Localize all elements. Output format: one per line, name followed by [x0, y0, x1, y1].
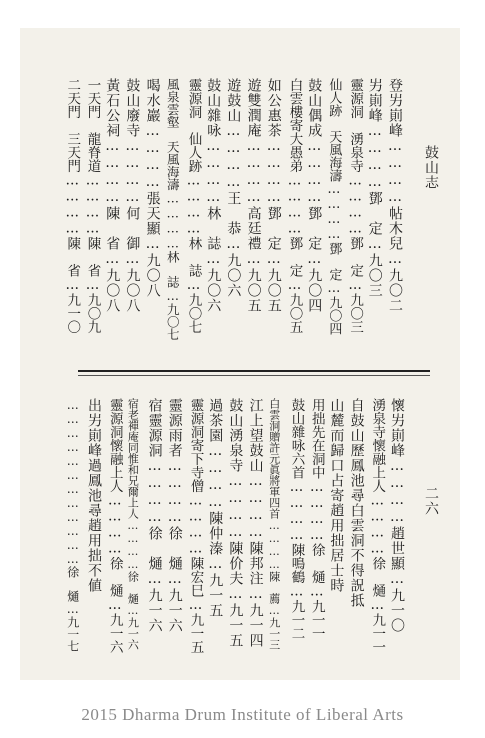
toc-entry-top: 仙人跡 天風海濤…………鄧 定…九〇四: [326, 78, 342, 335]
toc-entry-top: 二天門 三天門…………陳 省…九一〇: [64, 78, 81, 334]
toc-entry-bottom: 白雲洞贈許元眞將軍四首…………陳 薦…九一三: [267, 398, 281, 650]
toc-entry-bottom: 靈源雨者…………徐 熥…九一六: [166, 398, 183, 633]
toc-entry-top: 登屴崱峰…………帖木兒…九〇二: [387, 78, 403, 313]
page-number: 二六: [423, 486, 439, 516]
toc-entry-bottom: 湧泉寺懷融上人…………徐 熥…九一一: [369, 398, 386, 654]
toc-entry-bottom: 鼓山湧泉寺…………陳价夫…九一五: [227, 398, 244, 648]
toc-entry-bottom: 宿靈源洞…………徐 熥…九一六: [146, 398, 163, 633]
toc-entry-top: 鼓山雜咏…………林 誌…九〇六: [205, 78, 222, 313]
watermark: 2015 Dharma Drum Institute of Liberal Arts: [81, 705, 404, 724]
toc-entry-bottom: 過茶園…………陳仲溱…九一五: [207, 398, 224, 618]
toc-entry-top: 一天門 龍脊道…………陳 省…九〇九: [84, 78, 101, 334]
toc-entry-bottom: 自鼓山歷鳳池尋白雲洞不得詋抵: [348, 398, 365, 608]
toc-entry-top: 靈源洞 湧泉寺…………鄧 定…九〇三: [347, 78, 364, 334]
toc-entry-bottom: 出屴崱峰過鳳池尋趙用拙不値: [86, 398, 102, 593]
toc-entry-top: 遊雙潤庵…………高廷禮…九〇五: [245, 78, 262, 313]
toc-entry-top: 鼓山偶成…………鄧 定…九〇四: [306, 78, 323, 313]
toc-entry-top: 屴崱峰…………鄧 定…九〇三: [366, 78, 383, 298]
toc-entry-top: 白雲樓寄大愚弟…………鄧 定…九〇五: [286, 78, 303, 334]
toc-entry-top: 鼓山廢寺…………何 御…九〇八: [124, 78, 141, 313]
toc-entry-bottom: 靈源洞寄下寺僧…………陳宏巳…九一五: [187, 398, 204, 654]
toc-entry-bottom: 江上望鼓山…………陳邦注…九一四: [247, 398, 264, 648]
toc-entry-bottom: 鼓山雜咏六首…………陳鳴鶴…九一二: [288, 398, 305, 640]
book-title: 鼓山志: [423, 145, 439, 190]
toc-entry-top: 如公惠茶…………鄧 定…九〇五: [265, 78, 282, 313]
toc-entry-bottom: ………………………………徐 熥…九一七: [65, 398, 80, 652]
toc-entry-bottom: 宿老禪庵同惟和兄爾上人…………徐 熥…九一六: [126, 398, 140, 650]
toc-entry-bottom: 靈源洞懷融上人…………徐 熥…九一六: [106, 398, 123, 654]
toc-entry-top: 風泉雲壑 天風海濤…………林 誌…九〇七: [165, 78, 181, 341]
toc-entry-top: 喝水巖…………張天顯…九〇八: [144, 78, 161, 298]
toc-entry-bottom: 山麓而歸口占寄趙用拙居士時: [328, 398, 345, 593]
section-divider-thin: [78, 375, 430, 376]
toc-entry-top: 靈源洞 仙人跡…………林 誌…九〇七: [185, 78, 202, 334]
toc-entry-bottom: 懷屴崱峰…………趙世顯…九一〇: [389, 398, 405, 633]
section-divider: [78, 370, 430, 372]
book-page: [20, 28, 460, 680]
toc-entry-top: 遊鼓山…………王 恭…九〇六: [225, 78, 242, 298]
toc-entry-top: 黃石公祠…………陳 省…九〇八: [104, 78, 121, 313]
toc-entry-bottom: 用拙先在洞中…………徐 熥…九一一: [308, 398, 325, 640]
